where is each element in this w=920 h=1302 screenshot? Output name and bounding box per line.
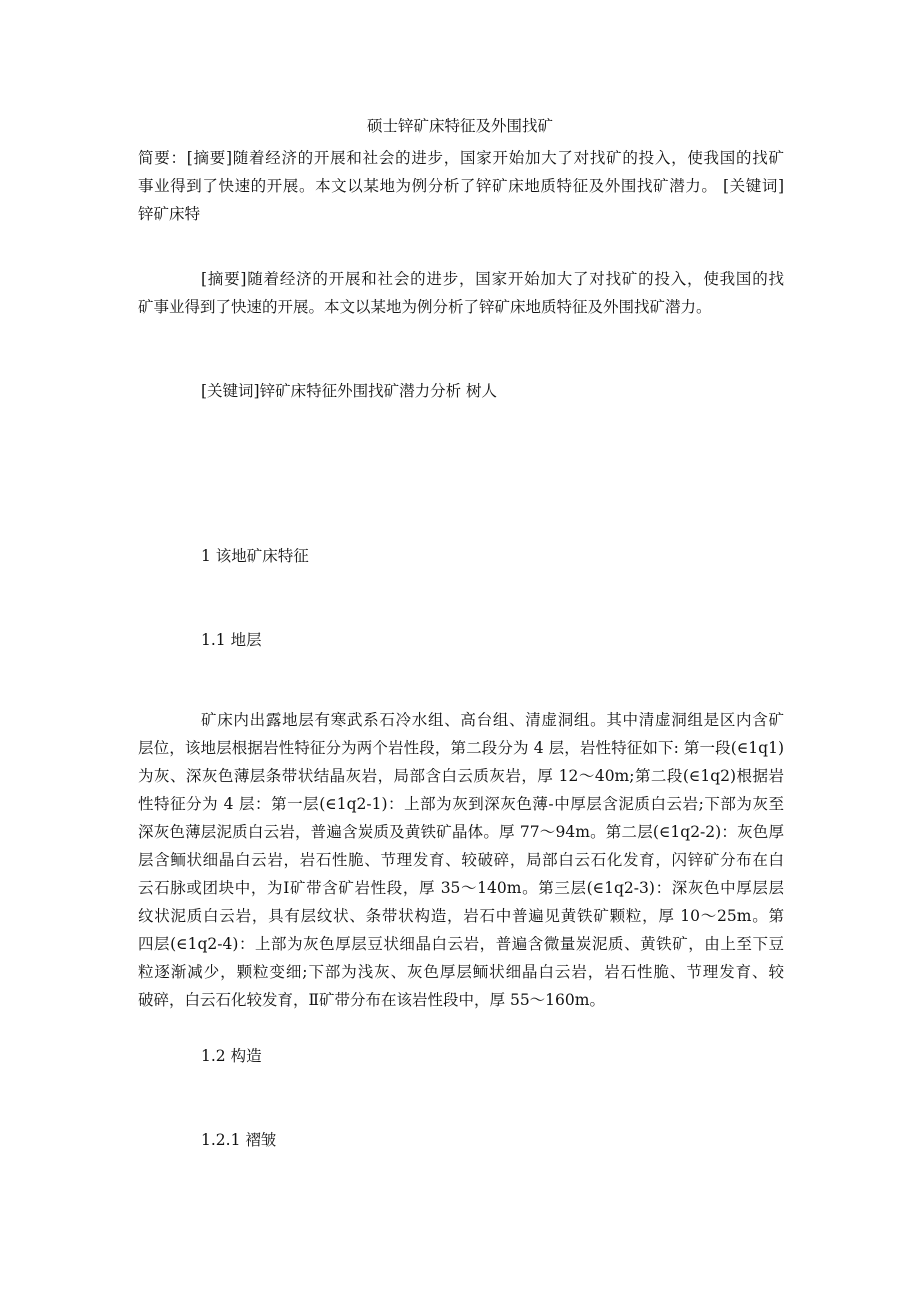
body-line: 破碎，白云石化较发育，Ⅱ矿带分布在该岩性段中，厚 55～160m。	[138, 991, 605, 1009]
body-line: 云石脉或团块中，为Ⅰ矿带含矿岩性段，厚 35～140m。第三层(∈1q2-3)：深灰色中厚层层	[138, 879, 784, 897]
summary-line: 简要：[摘要]随着经济的开展和社会的进步，国家开始加大了对找矿的投入，使我国的找矿	[138, 149, 784, 167]
heading-1: 1 该地矿床特征	[201, 547, 309, 565]
summary-line: 锌矿床特	[138, 205, 201, 223]
document-title: 硕士锌矿床特征及外围找矿	[366, 117, 553, 135]
abstract-line: 矿事业得到了快速的开展。本文以某地为例分析了锌矿床地质特征及外围找矿潜力。	[138, 298, 712, 316]
body-line: 矿床内出露地层有寒武系石冷水组、高台组、清虚洞组。其中清虚洞组是区内含矿	[201, 711, 784, 729]
body-line: 深灰色薄层泥质白云岩，普遍含炭质及黄铁矿晶体。厚 77～94m。第二层(∈1q2-2)：灰色厚	[138, 823, 784, 841]
body-line: 为灰、深灰色薄层条带状结晶灰岩，局部含白云质灰岩，厚 12～40m;第二段(∈1q2)根据岩	[138, 767, 784, 785]
body-line: 四层(∈1q2-4)：上部为灰色厚层豆状细晶白云岩，普遍含微量炭泥质、黄铁矿，由上至下豆	[138, 935, 784, 953]
body-line: 层含鲕状细晶白云岩，岩石性脆、节理发育、较破碎，局部白云石化发育，闪锌矿分布在白	[138, 851, 784, 869]
body-line: 纹状泥质白云岩，具有层纹状、条带状构造，岩石中普遍见黄铁矿颗粒，厚 10～25m。第	[138, 907, 784, 925]
abstract-line: [摘要]随着经济的开展和社会的进步，国家开始加大了对找矿的投入，使我国的找	[201, 270, 784, 288]
heading-1-1: 1.1 地层	[201, 631, 262, 649]
body-line: 性特征分为 4 层：第一层(∈1q2-1)：上部为灰到深灰色薄-中厚层含泥质白云岩;下部为灰至	[138, 795, 784, 813]
summary-line: 事业得到了快速的开展。本文以某地为例分析了锌矿床地质特征及外围找矿潜力。 [关键词]	[138, 177, 784, 195]
heading-1-2: 1.2 构造	[201, 1047, 262, 1065]
keywords: [关键词]锌矿床特征外围找矿潜力分析 树人	[201, 382, 498, 400]
body-line: 层位，该地层根据岩性特征分为两个岩性段，第二段分为 4 层，岩性特征如下: 第一段(∈1q1)	[138, 739, 784, 757]
body-line: 粒逐渐减少，颗粒变细;下部为浅灰、灰色厚层鲕状细晶白云岩，岩石性脆、节理发育、较	[138, 963, 784, 981]
heading-1-2-1: 1.2.1 褶皱	[201, 1131, 277, 1149]
